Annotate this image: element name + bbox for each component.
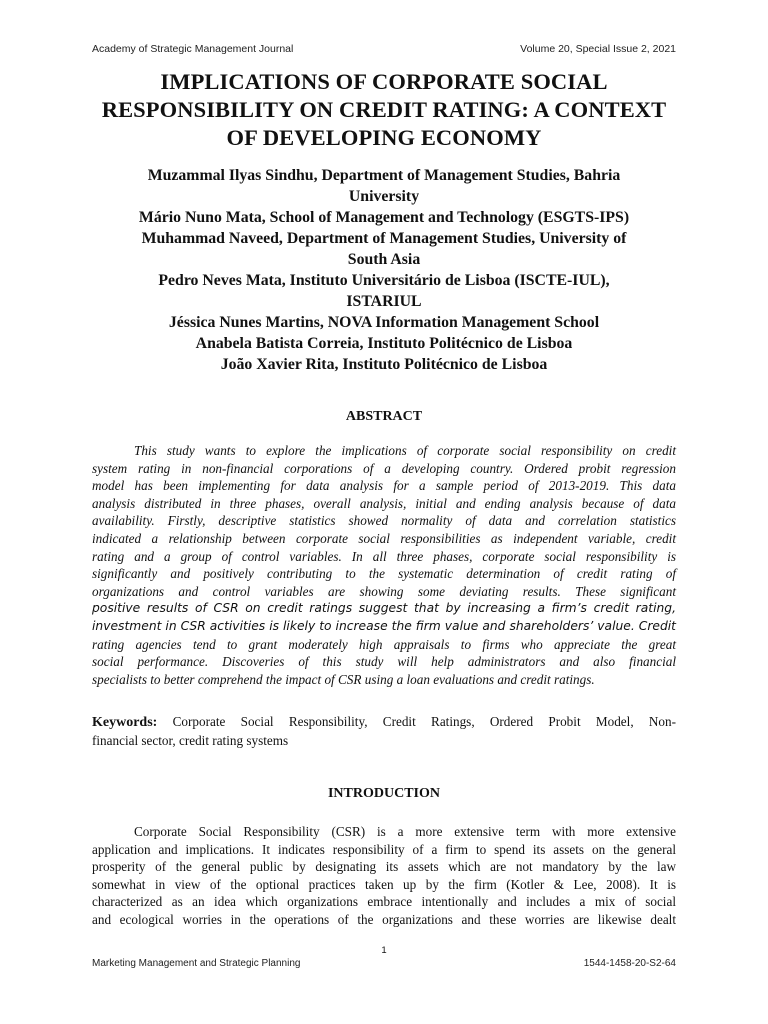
author-line: João Xavier Rita, Instituto Politécnico de Lisboa — [220, 356, 548, 373]
intro-line: characterized as an idea which organizations embrace intentionally and includes a mix of social — [92, 894, 676, 910]
abstract-heading: ABSTRACT — [345, 409, 423, 424]
abstract-line: rating and a group of control variables. In all three phases, corporate social responsibility is — [92, 548, 676, 564]
author-line: Jéssica Nunes Martins, NOVA Information Management School — [168, 314, 600, 331]
abstract-line: significantly and positively contributing to the systematic determination of credit rating of — [92, 566, 676, 582]
abstract-line: availability. Firstly, descriptive statistics showed normality of data and correlation statistics — [92, 513, 676, 529]
author-line: South Asia — [347, 251, 421, 268]
abstract-body — [92, 442, 676, 688]
abstract-line: organizations and control variables are showing some deviating results. These significant — [92, 583, 676, 599]
introduction-body — [92, 823, 676, 929]
abstract-line: positive results of CSR on credit ratings suggest that by increasing a firm’s credit rating, — [92, 601, 676, 616]
paper-title — [92, 68, 676, 152]
keywords-text: Corporate Social Responsibility, Credit Ratings, Ordered Probit Model, Non- — [172, 714, 676, 729]
intro-line: and ecological worries in the operations of the organizations and these worries are likewise dealt — [92, 911, 676, 927]
title-line: IMPLICATIONS OF CORPORATE SOCIAL — [160, 69, 608, 94]
abstract-line: This study wants to explore the implications of corporate social responsibility on credit — [134, 443, 676, 458]
keywords-label: Keywords: — [92, 715, 158, 730]
abstract-line: social performance. Discoveries of this study will help administrators and also financial — [92, 654, 676, 670]
author-list — [92, 165, 676, 375]
abstract-line: system rating in non-financial corporations of a developing country. Ordered probit regression — [92, 460, 676, 476]
footer-left: Marketing Management and Strategic Planning — [92, 958, 301, 969]
intro-line: application and implications. It indicates responsibility of a firm to spend its assets on the general — [92, 841, 676, 857]
abstract-line: specialists to better comprehend the impact of CSR using a loan evaluations and credit ratings. — [92, 671, 595, 687]
footer-right: 1544-1458-20-S2-64 — [583, 958, 676, 969]
abstract-line: rating agencies tend to grant moderately high appraisals to firms who appreciate the great — [92, 636, 676, 652]
keywords-text: financial sector, credit rating systems — [92, 732, 289, 748]
abstract-line: investment in CSR activities is likely to increase the firm value and shareholders’ value. Credit — [92, 618, 676, 633]
author-line: Muhammad Naveed, Department of Management Studies, University of — [141, 230, 627, 247]
title-line: OF DEVELOPING ECONOMY — [226, 125, 542, 150]
introduction-heading: INTRODUCTION — [327, 786, 440, 801]
abstract-line: analysis distributed in three phases, overall analysis, initial and ending analysis because of data — [92, 495, 676, 511]
running-header — [92, 43, 676, 55]
author-line: Mário Nuno Mata, School of Management and Technology (ESGTS-IPS) — [138, 209, 630, 226]
intro-line: somewhat in view of the optional practices taken up by the firm (Kotler & Lee, 2008). It is — [92, 876, 676, 892]
author-line: University — [348, 188, 420, 205]
intro-line: prosperity of the general public by designating its assets which are not mandatory by the law — [92, 859, 676, 875]
author-line: Pedro Neves Mata, Instituto Universitário de Lisboa (ISCTE-IUL), — [158, 272, 610, 289]
author-line: ISTARIUL — [346, 293, 422, 310]
page-number: 1 — [381, 945, 387, 956]
keywords-section — [92, 713, 676, 749]
running-footer — [92, 958, 676, 969]
volume-info: Volume 20, Special Issue 2, 2021 — [520, 43, 676, 55]
author-line: Anabela Batista Correia, Instituto Politécnico de Lisboa — [195, 335, 573, 352]
author-line: Muzammal Ilyas Sindhu, Department of Management Studies, Bahria — [147, 167, 621, 184]
abstract-line: indicated a relationship between corporate social responsibilities as independent variable, credit — [92, 530, 676, 546]
journal-name: Academy of Strategic Management Journal — [92, 43, 294, 55]
intro-line: Corporate Social Responsibility (CSR) is a more extensive term with more extensive — [134, 824, 676, 839]
title-line: RESPONSIBILITY ON CREDIT RATING: A CONTEXT — [101, 97, 667, 122]
abstract-line: model has been implementing for data analysis for a sample period of 2013-2019. This data — [92, 478, 676, 494]
